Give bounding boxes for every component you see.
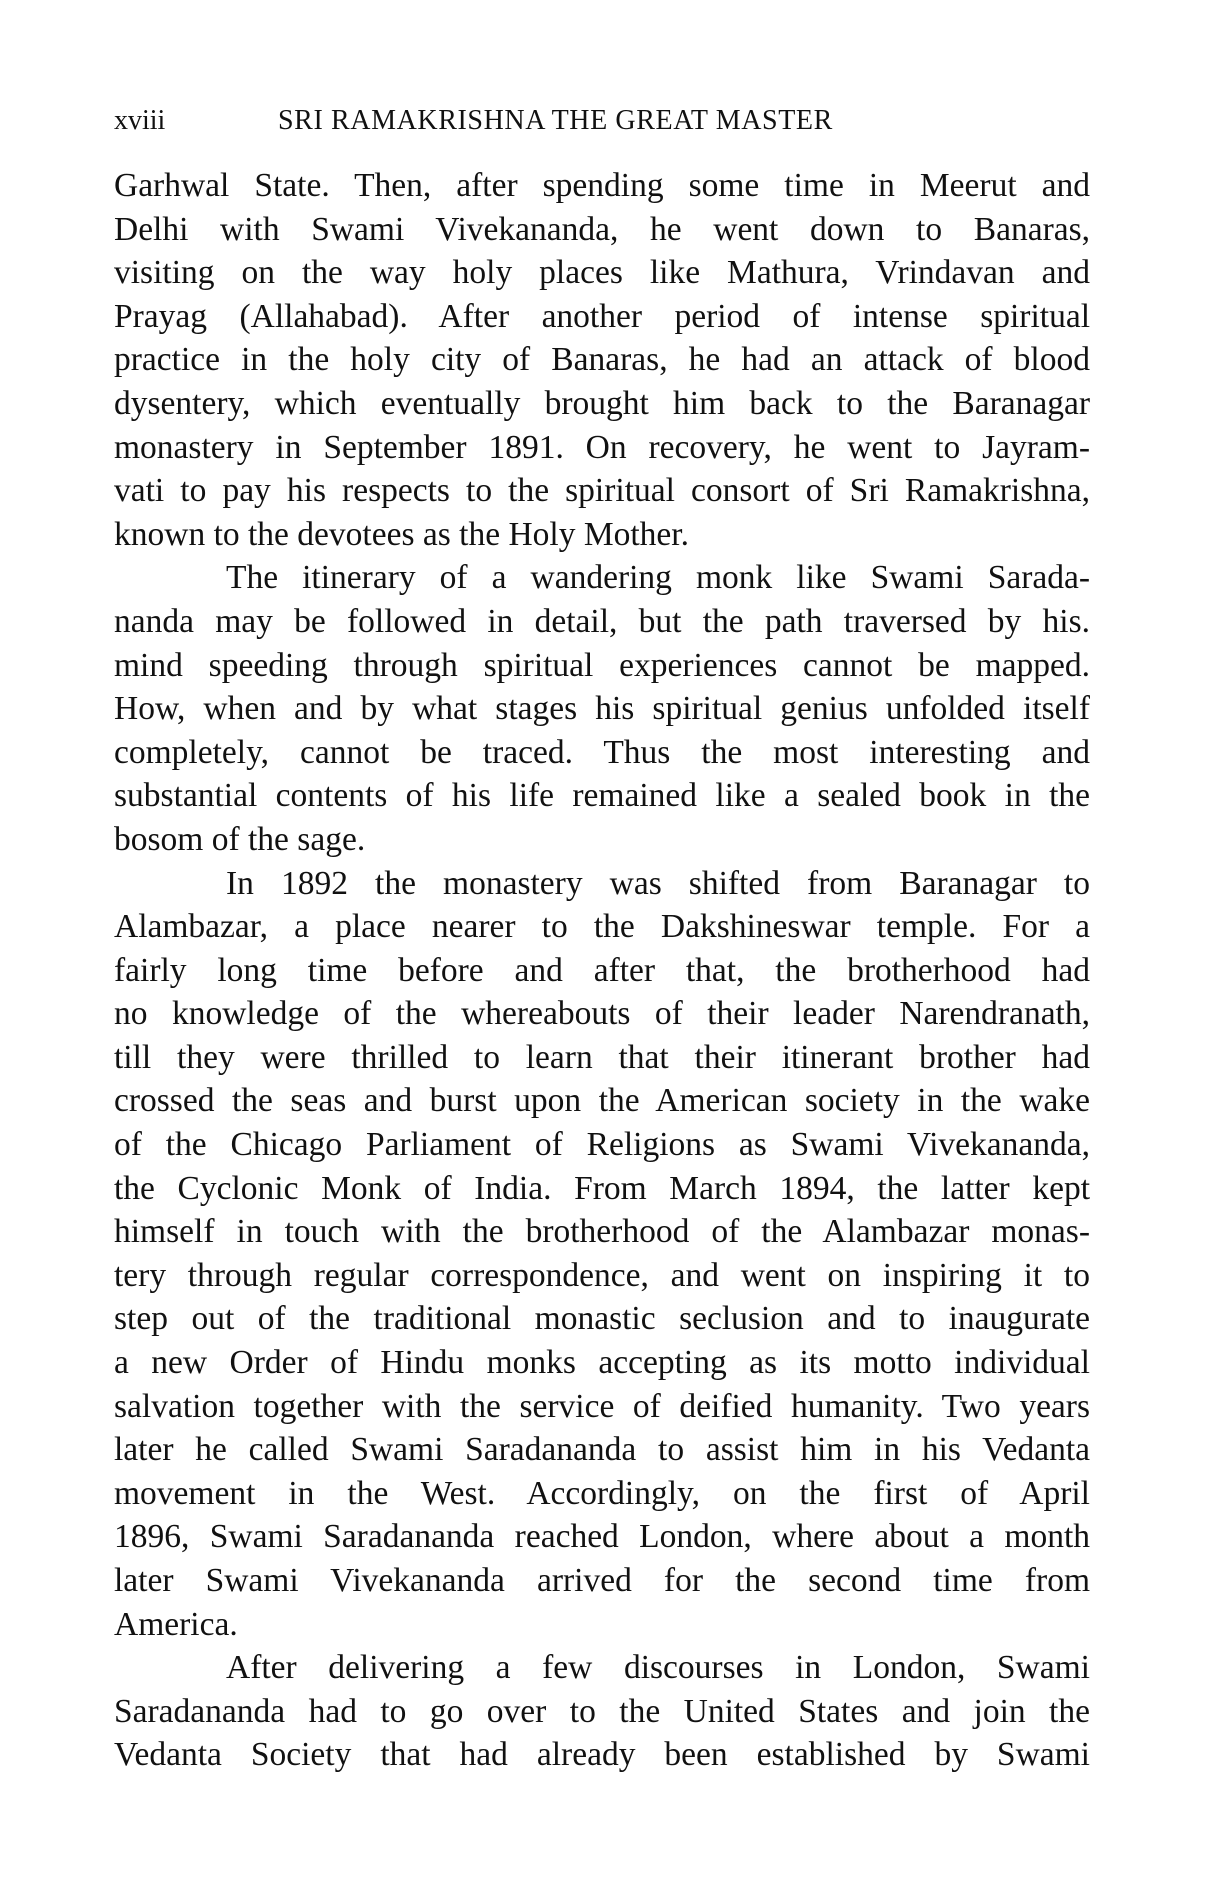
text-line: Saradananda had to go over to the United States and join the: [114, 1692, 1090, 1730]
text-line: later he called Swami Saradananda to assist him in his Vedanta: [114, 1431, 1090, 1469]
running-header: [114, 103, 1104, 139]
text-line: step out of the traditional monastic seclusion and to inaugurate: [114, 1300, 1090, 1338]
text-line: dysentery, which eventually brought him back to the Baranagar: [114, 384, 1090, 422]
text-line: till they were thrilled to learn that their itinerant brother had: [114, 1038, 1090, 1076]
text-line: fairly long time before and after that, the brotherhood had: [114, 951, 1090, 989]
page-number: xviii: [114, 105, 166, 136]
running-title: SRI RAMAKRISHNA THE GREAT MASTER: [278, 105, 833, 136]
text-line: movement in the West. Accordingly, on the first of April: [114, 1474, 1090, 1512]
text-line: himself in touch with the brotherhood of the Alambazar monas-: [114, 1213, 1090, 1251]
text-line: the Cyclonic Monk of India. From March 1894, the latter kept: [114, 1169, 1090, 1207]
text-line: The itinerary of a wandering monk like Swami Sarada-: [226, 559, 1090, 597]
text-line: Delhi with Swami Vivekananda, he went down to Banaras,: [114, 210, 1090, 248]
text-line: 1896, Swami Saradananda reached London, where about a month: [114, 1518, 1090, 1556]
text-line: vati to pay his respects to the spiritual consort of Sri Ramakrishna,: [114, 472, 1090, 510]
text-line: of the Chicago Parliament of Religions as Swami Vivekananda,: [114, 1126, 1090, 1164]
paragraph: [114, 164, 1090, 556]
body-text: [114, 164, 1090, 1777]
text-line: a new Order of Hindu monks accepting as its motto individual: [114, 1344, 1090, 1382]
text-line: visiting on the way holy places like Mathura, Vrindavan and: [114, 254, 1090, 292]
text-line: known to the devotees as the Holy Mother.: [114, 515, 689, 553]
text-line: nanda may be followed in detail, but the path traversed by his.: [114, 602, 1090, 640]
text-line: completely, cannot be traced. Thus the most interesting and: [114, 733, 1090, 771]
paragraph: [114, 556, 1090, 861]
text-line: After delivering a few discourses in London, Swami: [226, 1649, 1090, 1687]
text-line: bosom of the sage.: [114, 820, 366, 858]
text-line: In 1892 the monastery was shifted from Baranagar to: [226, 864, 1090, 902]
text-line: America.: [114, 1605, 238, 1643]
text-line: monastery in September 1891. On recovery, he went to Jayram-: [114, 428, 1090, 466]
text-line: Vedanta Society that had already been established by Swami: [114, 1736, 1090, 1774]
text-line: crossed the seas and burst upon the American society in the wake: [114, 1082, 1090, 1120]
text-line: How, when and by what stages his spiritual genius unfolded itself: [114, 690, 1090, 728]
paragraph: [114, 1646, 1090, 1777]
paragraph: [114, 862, 1090, 1647]
text-line: practice in the holy city of Banaras, he had an attack of blood: [114, 341, 1090, 379]
text-line: salvation together with the service of deified humanity. Two years: [114, 1387, 1090, 1425]
text-line: tery through regular correspondence, and went on inspiring it to: [114, 1256, 1090, 1294]
text-line: Prayag (Allahabad). After another period of intense spiritual: [114, 297, 1090, 335]
text-line: substantial contents of his life remained like a sealed book in the: [114, 777, 1090, 815]
text-line: Garhwal State. Then, after spending some time in Meerut and: [114, 167, 1090, 204]
text-line: mind speeding through spiritual experiences cannot be mapped.: [114, 646, 1090, 684]
text-line: no knowledge of the whereabouts of their leader Narendranath,: [114, 995, 1090, 1033]
text-line: later Swami Vivekananda arrived for the second time from: [114, 1562, 1090, 1599]
text-line: Alambazar, a place nearer to the Dakshineswar temple. For a: [114, 908, 1090, 946]
